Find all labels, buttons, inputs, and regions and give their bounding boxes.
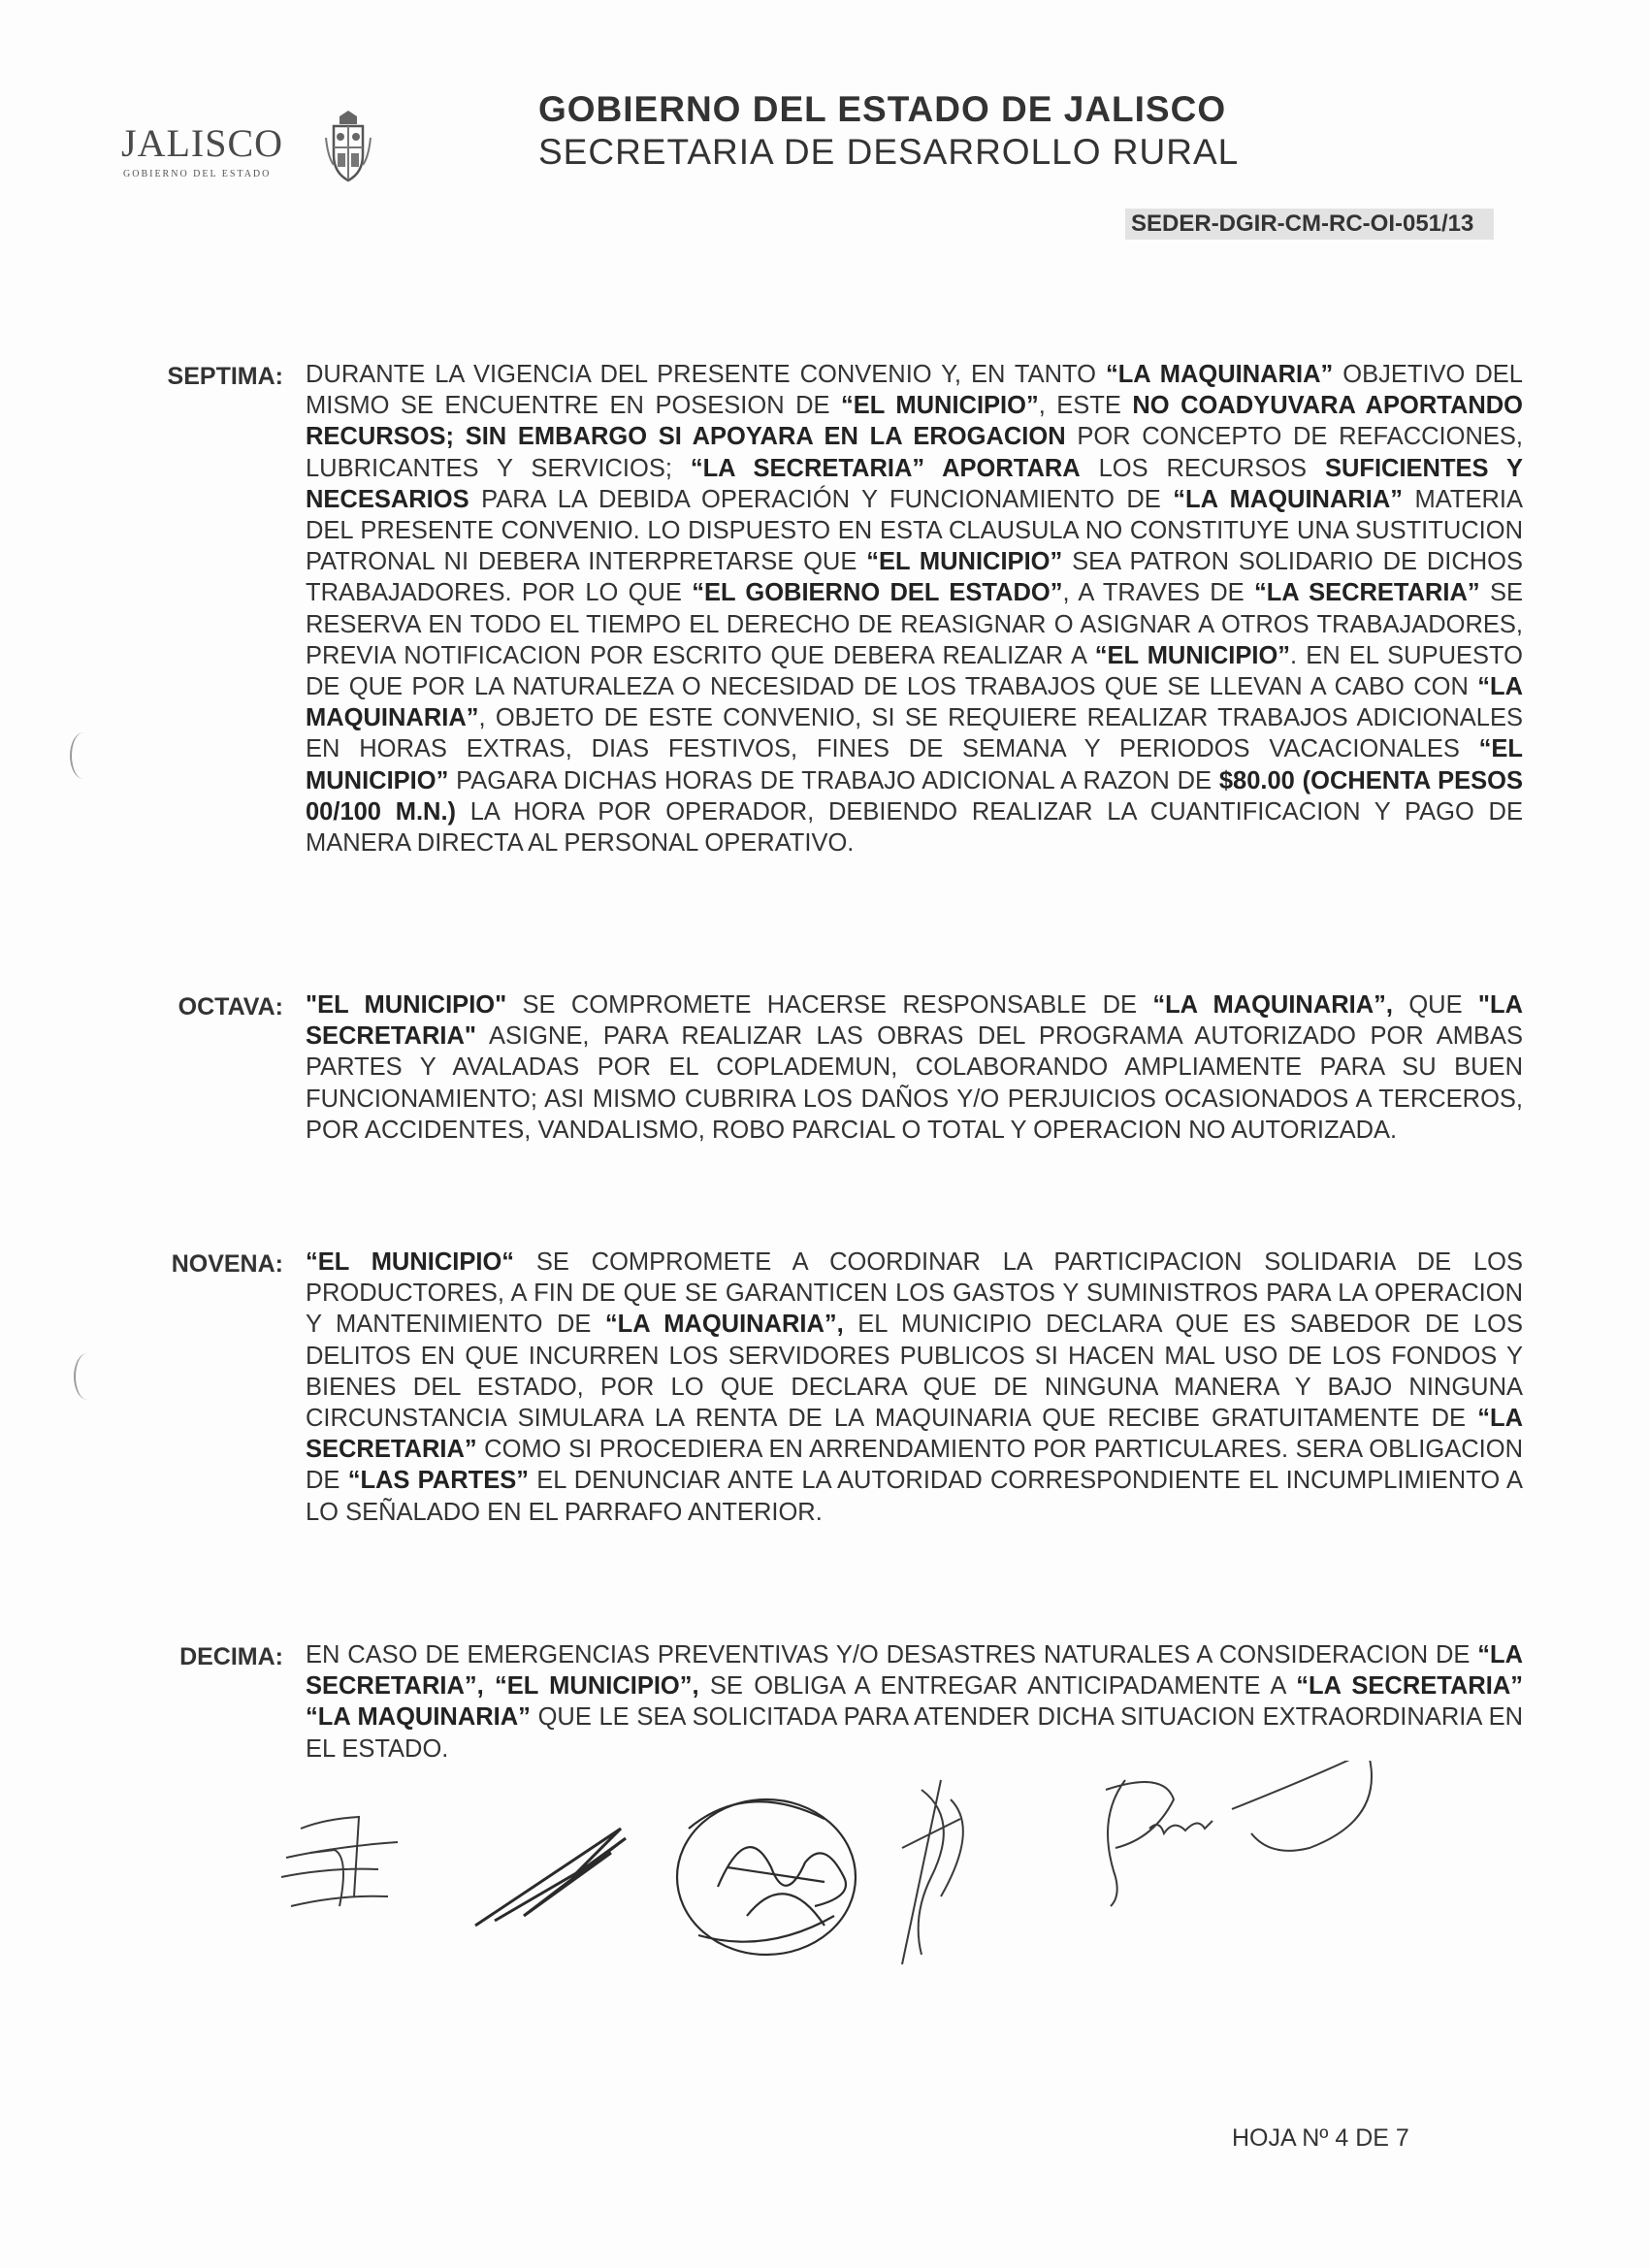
signature-1	[281, 1817, 398, 1906]
signature-4	[902, 1780, 963, 1964]
clause-body: EN CASO DE EMERGENCIAS PREVENTIVAS Y/O DESASTRES NATURALES A CONSIDERACION DE “LA SECRETARIA”, “EL MUNICIPIO”, SE OBLIGA A ENTREGAR ANTICIPADAMENTE A “LA SECRETARIA” “LA MAQUINARIA” QUE LE SEA SOLICITADA PARA ATENDER DICHA SITUACION EXTRAORDINARIA EN EL ESTADO.	[306, 1641, 1524, 1763]
clause-label: SEPTIMA:	[167, 363, 283, 390]
clause-body: “EL MUNICIPIO“ SE COMPROMETE A COORDINAR LA PARTICIPACION SOLIDARIA DE LOS PRODUCTORES, A FIN DE QUE SE GARANTICEN LOS GASTOS Y SUMINISTROS PARA LA OPERACION Y MANTENIMIENTO DE “LA MAQUINARIA”, EL MUNICIPIO DECLARA QUE ES SABEDOR DE LOS DELITOS EN QUE INCURREN LOS SERVIDORES PUBLICOS SI HACEN MAL USO DE LOS FONDOS Y BIENES DEL ESTADO, POR LO QUE DECLARA QUE DE NINGUNA MANERA Y BAJO NINGUNA CIRCUNSTANCIA SIMULARA LA RENTA DE LA MAQUINARIA QUE RECIBE GRATUITAMENTE DE “LA SECRETARIA” COMO SI PROCEDIERA EN ARRENDAMIENTO POR PARTICULARES. SERA OBLIGACION DE “LAS PARTES” EL DENUNCIAR ANTE LA AUTORIDAD CORRESPONDIENTE EL INCUMPLIMIENTO A LO SEÑALADO EN EL PARRAFO ANTERIOR.	[306, 1248, 1524, 1526]
government-title: GOBIERNO DEL ESTADO DE JALISCO	[538, 89, 1227, 129]
secretariat-subtitle: SECRETARIA DE DESARROLLO RURAL	[538, 132, 1240, 172]
jalisco-logo	[121, 109, 383, 186]
signatures	[242, 1761, 1406, 2052]
signature-2	[475, 1829, 626, 1926]
logo-subtitle: GOBIERNO DEL ESTADO	[123, 169, 272, 179]
page-number: HOJA Nº 4 DE 7	[1232, 2124, 1409, 2152]
margin-punch-mark	[70, 732, 97, 779]
clause-body: "EL MUNICIPIO" SE COMPROMETE HACERSE RESPONSABLE DE “LA MAQUINARIA”, QUE "LA SECRETARIA" ASIGNE, PARA REALIZAR LAS OBRAS DEL PROGRAMA AUTORIZADO POR AMBAS PARTES Y AVALADAS POR EL COPLADEMUN, COLABORANDO AMPLIAMENTE PARA SU BUEN FUNCIONAMIENTO; ASI MISMO CUBRIRA LOS DAÑOS Y/O PERJUICIOS OCASIONADOS A TERCEROS, POR ACCIDENTES, VANDALISMO, ROBO PARCIAL O TOTAL Y OPERACION NO AUTORIZADA.	[306, 991, 1523, 1144]
document-reference: SEDER-DGIR-CM-RC-OI-051/13	[1125, 209, 1494, 240]
clause-label: NOVENA:	[171, 1250, 283, 1278]
margin-punch-mark	[74, 1353, 101, 1400]
clause-label: OCTAVA:	[178, 993, 283, 1021]
logo-wordmark: JALISCO	[121, 121, 284, 165]
coat-of-arms-icon	[320, 109, 376, 184]
clause-body: DURANTE LA VIGENCIA DEL PRESENTE CONVENIO Y, EN TANTO “LA MAQUINARIA” OBJETIVO DEL MISMO SE ENCUENTRE EN POSESION DE “EL MUNICIPIO”, ESTE NO COADYUVARA APORTANDO RECURSOS; SIN EMBARGO SI APOYARA EN LA EROGACION POR CONCEPTO DE REFACCIONES, LUBRICANTES Y SERVICIOS; “LA SECRETARIA” APORTARA LOS RECURSOS SUFICIENTES Y NECESARIOS PARA LA DEBIDA OPERACIÓN Y FUNCIONAMIENTO DE “LA MAQUINARIA” MATERIA DEL PRESENTE CONVENIO. LO DISPUESTO EN ESTA CLAUSULA NO CONSTITUYE UNA SUSTITUCION PATRONAL NI DEBERA INTERPRETARSE QUE “EL MUNICIPIO” SEA PATRON SOLIDARIO DE DICHOS TRABAJADORES. POR LO QUE “EL GOBIERNO DEL ESTADO”, A TRAVES DE “LA SECRETARIA” SE RESERVA EN TODO EL TIEMPO EL DERECHO DE REASIGNAR O ASIGNAR A OTROS TRABAJADORES, PREVIA NOTIFICACION POR ESCRITO QUE DEBERA REALIZAR A “EL MUNICIPIO”. EN EL SUPUESTO DE QUE POR LA NATURALEZA O NECESIDAD DE LOS TRABAJOS QUE SE LLEVAN A CABO CON “LA MAQUINARIA”, OBJETO DE ESTE CONVENIO, SI SE REQUIERE REALIZAR TRABAJOS ADICIONALES EN HORAS EXTRAS, DIAS FESTIVOS, FINES DE SEMANA Y PERIODOS VACACIONALES “EL MUNICIPIO” PAGARA DICHAS HORAS DE TRABAJO ADICIONAL A RAZON DE $80.00 (OCHENTA PESOS 00/100 M.N.) LA HORA POR OPERADOR, DEBIENDO REALIZAR LA CUANTIFICACION Y PAGO DE MANERA DIRECTA AL PERSONAL OPERATIVO.	[306, 361, 1524, 858]
signature-5	[1106, 1761, 1372, 1906]
clause-label: DECIMA:	[179, 1643, 283, 1670]
signature-3	[677, 1799, 856, 1955]
